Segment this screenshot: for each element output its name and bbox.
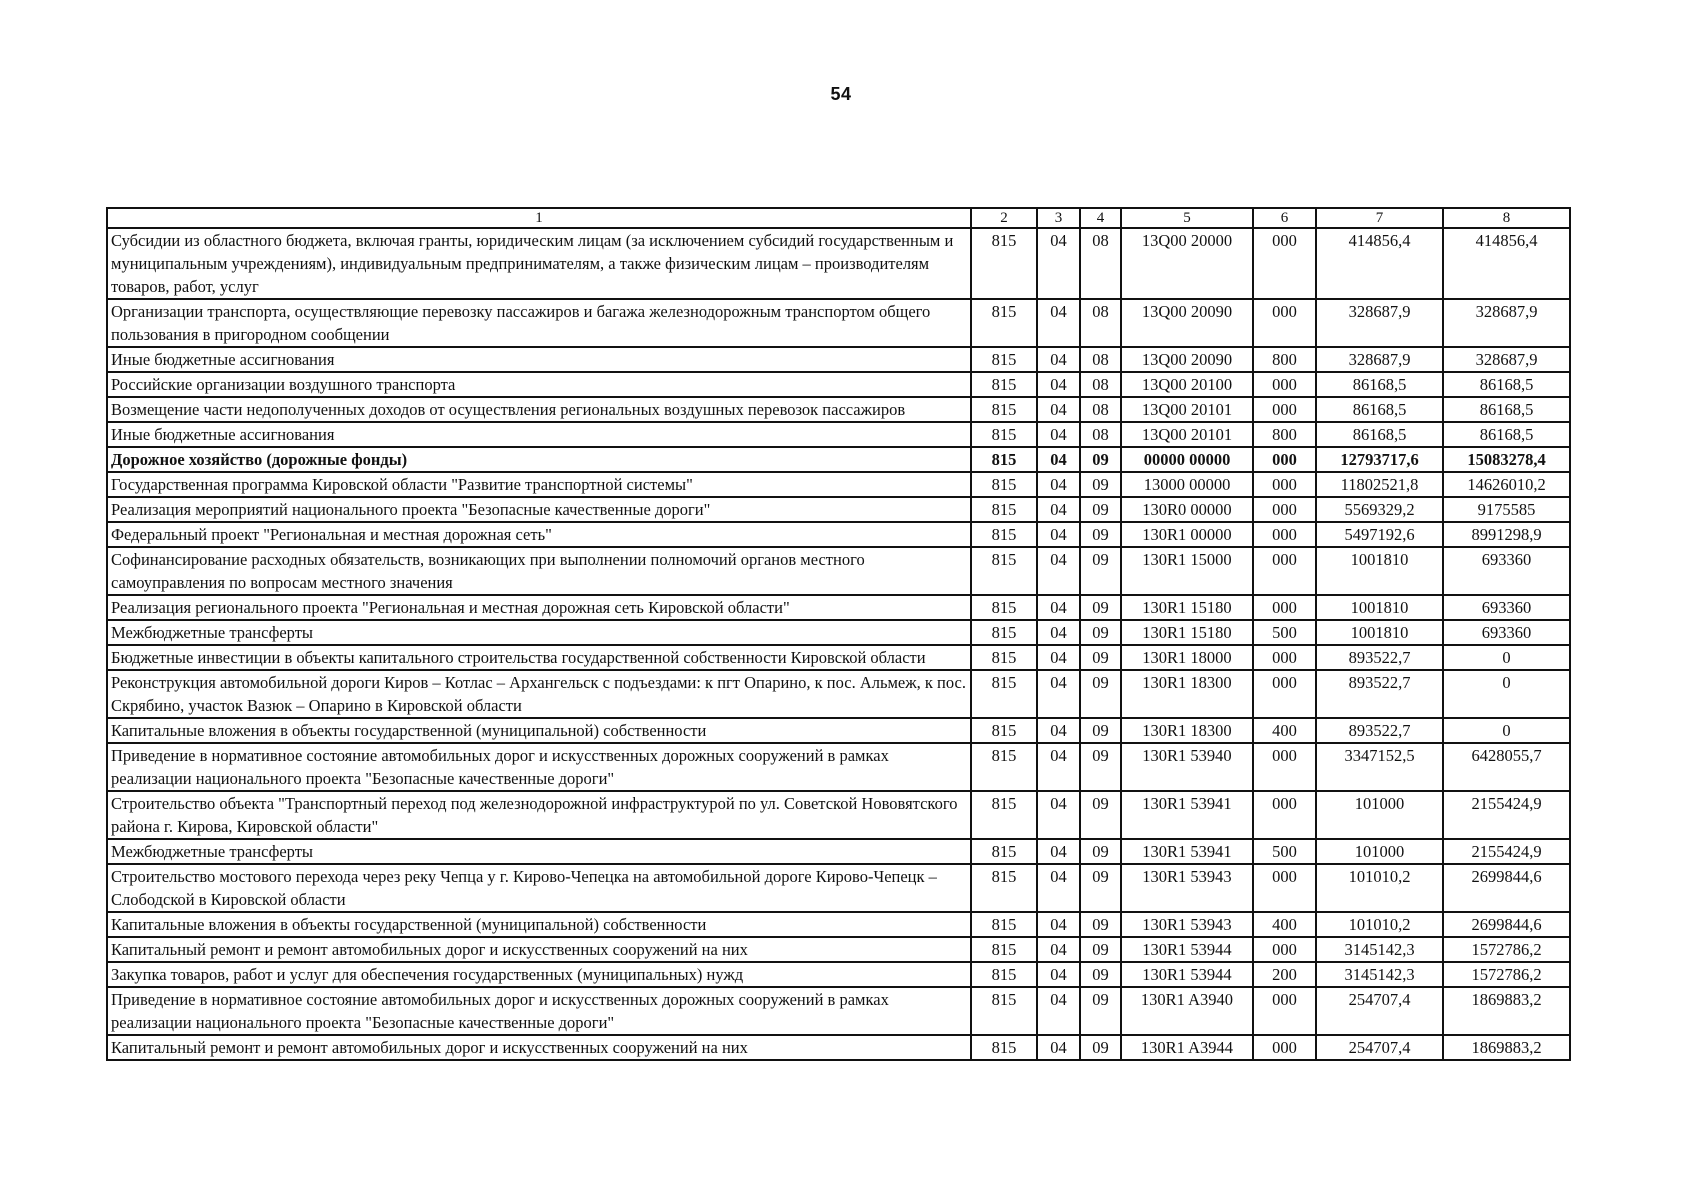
cell-admin-code: 815 bbox=[971, 839, 1037, 864]
cell-admin-code: 815 bbox=[971, 522, 1037, 547]
cell-target-article: 13Q00 20090 bbox=[1121, 347, 1253, 372]
table-row bbox=[107, 987, 1570, 1035]
cell-amount-year-2: 693360 bbox=[1443, 595, 1570, 620]
cell-expense-type: 000 bbox=[1253, 372, 1316, 397]
cell-target-article: 13Q00 20101 bbox=[1121, 397, 1253, 422]
cell-target-article: 13Q00 20101 bbox=[1121, 422, 1253, 447]
cell-amount-year-2: 0 bbox=[1443, 645, 1570, 670]
cell-description: Иные бюджетные ассигнования bbox=[107, 422, 971, 447]
cell-amount-year-2: 6428055,7 bbox=[1443, 743, 1570, 791]
cell-admin-code: 815 bbox=[971, 962, 1037, 987]
cell-amount-year-1: 101010,2 bbox=[1316, 912, 1443, 937]
cell-admin-code: 815 bbox=[971, 791, 1037, 839]
table-row bbox=[107, 228, 1570, 299]
cell-subsection: 09 bbox=[1080, 595, 1121, 620]
cell-amount-year-2: 693360 bbox=[1443, 547, 1570, 595]
cell-amount-year-1: 3145142,3 bbox=[1316, 937, 1443, 962]
cell-subsection: 09 bbox=[1080, 472, 1121, 497]
cell-target-article: 130R1 A3944 bbox=[1121, 1035, 1253, 1060]
cell-description: Организации транспорта, осуществляющие перевозку пассажиров и багажа железнодорожным транспортом общего пользования в пригородном сообщении bbox=[107, 299, 971, 347]
table-row bbox=[107, 447, 1570, 472]
table-row bbox=[107, 864, 1570, 912]
cell-amount-year-2: 1572786,2 bbox=[1443, 937, 1570, 962]
cell-amount-year-2: 2155424,9 bbox=[1443, 791, 1570, 839]
table-row bbox=[107, 595, 1570, 620]
cell-amount-year-1: 893522,7 bbox=[1316, 718, 1443, 743]
cell-subsection: 09 bbox=[1080, 937, 1121, 962]
cell-expense-type: 000 bbox=[1253, 864, 1316, 912]
cell-amount-year-2: 15083278,4 bbox=[1443, 447, 1570, 472]
cell-target-article: 130R1 15180 bbox=[1121, 620, 1253, 645]
cell-amount-year-2: 2699844,6 bbox=[1443, 864, 1570, 912]
cell-subsection: 09 bbox=[1080, 839, 1121, 864]
cell-expense-type: 200 bbox=[1253, 962, 1316, 987]
cell-expense-type: 000 bbox=[1253, 522, 1316, 547]
table-row bbox=[107, 547, 1570, 595]
cell-expense-type: 000 bbox=[1253, 447, 1316, 472]
cell-expense-type: 000 bbox=[1253, 472, 1316, 497]
table-row bbox=[107, 670, 1570, 718]
cell-amount-year-1: 101000 bbox=[1316, 791, 1443, 839]
cell-subsection: 09 bbox=[1080, 645, 1121, 670]
column-header: 7 bbox=[1316, 208, 1443, 228]
cell-subsection: 09 bbox=[1080, 791, 1121, 839]
cell-section: 04 bbox=[1037, 987, 1080, 1035]
cell-subsection: 09 bbox=[1080, 864, 1121, 912]
cell-amount-year-2: 14626010,2 bbox=[1443, 472, 1570, 497]
cell-amount-year-1: 101000 bbox=[1316, 839, 1443, 864]
cell-target-article: 130R1 53941 bbox=[1121, 791, 1253, 839]
cell-subsection: 09 bbox=[1080, 670, 1121, 718]
table-body bbox=[107, 228, 1570, 1060]
cell-amount-year-1: 328687,9 bbox=[1316, 299, 1443, 347]
cell-description: Приведение в нормативное состояние автомобильных дорог и искусственных дорожных сооружений в рамках реализации национального проекта "Безопасные качественные дороги" bbox=[107, 743, 971, 791]
cell-section: 04 bbox=[1037, 228, 1080, 299]
cell-amount-year-2: 1572786,2 bbox=[1443, 962, 1570, 987]
cell-amount-year-1: 101010,2 bbox=[1316, 864, 1443, 912]
cell-section: 04 bbox=[1037, 791, 1080, 839]
cell-section: 04 bbox=[1037, 912, 1080, 937]
cell-section: 04 bbox=[1037, 937, 1080, 962]
cell-expense-type: 000 bbox=[1253, 547, 1316, 595]
cell-subsection: 09 bbox=[1080, 1035, 1121, 1060]
cell-target-article: 13Q00 20100 bbox=[1121, 372, 1253, 397]
cell-subsection: 09 bbox=[1080, 718, 1121, 743]
cell-description: Капитальные вложения в объекты государственной (муниципальной) собственности bbox=[107, 912, 971, 937]
table-row bbox=[107, 347, 1570, 372]
cell-admin-code: 815 bbox=[971, 347, 1037, 372]
cell-amount-year-2: 86168,5 bbox=[1443, 422, 1570, 447]
cell-subsection: 08 bbox=[1080, 228, 1121, 299]
cell-amount-year-1: 3347152,5 bbox=[1316, 743, 1443, 791]
cell-subsection: 09 bbox=[1080, 620, 1121, 645]
cell-description: Государственная программа Кировской области "Развитие транспортной системы" bbox=[107, 472, 971, 497]
cell-expense-type: 800 bbox=[1253, 347, 1316, 372]
cell-expense-type: 000 bbox=[1253, 299, 1316, 347]
cell-amount-year-1: 328687,9 bbox=[1316, 347, 1443, 372]
cell-target-article: 130R1 18300 bbox=[1121, 670, 1253, 718]
cell-admin-code: 815 bbox=[971, 472, 1037, 497]
cell-description: Дорожное хозяйство (дорожные фонды) bbox=[107, 447, 971, 472]
cell-amount-year-2: 8991298,9 bbox=[1443, 522, 1570, 547]
cell-admin-code: 815 bbox=[971, 397, 1037, 422]
cell-amount-year-1: 254707,4 bbox=[1316, 1035, 1443, 1060]
cell-amount-year-1: 893522,7 bbox=[1316, 645, 1443, 670]
column-header: 1 bbox=[107, 208, 971, 228]
table-row bbox=[107, 937, 1570, 962]
budget-table bbox=[106, 207, 1571, 1061]
cell-amount-year-1: 86168,5 bbox=[1316, 422, 1443, 447]
cell-subsection: 09 bbox=[1080, 743, 1121, 791]
cell-amount-year-1: 1001810 bbox=[1316, 595, 1443, 620]
cell-amount-year-2: 86168,5 bbox=[1443, 372, 1570, 397]
cell-section: 04 bbox=[1037, 1035, 1080, 1060]
table-row bbox=[107, 743, 1570, 791]
cell-subsection: 09 bbox=[1080, 987, 1121, 1035]
cell-target-article: 13Q00 20000 bbox=[1121, 228, 1253, 299]
cell-amount-year-2: 1869883,2 bbox=[1443, 987, 1570, 1035]
cell-amount-year-2: 2699844,6 bbox=[1443, 912, 1570, 937]
table-row bbox=[107, 718, 1570, 743]
cell-amount-year-2: 414856,4 bbox=[1443, 228, 1570, 299]
cell-target-article: 130R1 A3940 bbox=[1121, 987, 1253, 1035]
table-row bbox=[107, 1035, 1570, 1060]
cell-expense-type: 000 bbox=[1253, 1035, 1316, 1060]
table-row bbox=[107, 791, 1570, 839]
table-row bbox=[107, 422, 1570, 447]
cell-admin-code: 815 bbox=[971, 937, 1037, 962]
cell-description: Реконструкция автомобильной дороги Киров – Котлас – Архангельск с подъездами: к пгт Опарино, к пос. Альмеж, к пос. Скрябино, участок Вазюк – Опарино в Кировской области bbox=[107, 670, 971, 718]
cell-amount-year-2: 328687,9 bbox=[1443, 347, 1570, 372]
cell-amount-year-2: 328687,9 bbox=[1443, 299, 1570, 347]
cell-target-article: 130R1 53943 bbox=[1121, 864, 1253, 912]
cell-expense-type: 000 bbox=[1253, 937, 1316, 962]
cell-admin-code: 815 bbox=[971, 645, 1037, 670]
cell-target-article: 130R1 15180 bbox=[1121, 595, 1253, 620]
cell-target-article: 130R1 18300 bbox=[1121, 718, 1253, 743]
table-row bbox=[107, 912, 1570, 937]
column-header: 5 bbox=[1121, 208, 1253, 228]
cell-subsection: 09 bbox=[1080, 522, 1121, 547]
cell-admin-code: 815 bbox=[971, 620, 1037, 645]
cell-section: 04 bbox=[1037, 497, 1080, 522]
cell-target-article: 130R1 00000 bbox=[1121, 522, 1253, 547]
cell-expense-type: 000 bbox=[1253, 987, 1316, 1035]
table-row bbox=[107, 620, 1570, 645]
cell-description: Строительство объекта "Транспортный переход под железнодорожной инфраструктурой по ул. Советской Нововятского района г. Кирова, Кировской области" bbox=[107, 791, 971, 839]
cell-subsection: 09 bbox=[1080, 962, 1121, 987]
table-row bbox=[107, 497, 1570, 522]
cell-target-article: 130R1 18000 bbox=[1121, 645, 1253, 670]
cell-description: Капитальный ремонт и ремонт автомобильных дорог и искусственных сооружений на них bbox=[107, 937, 971, 962]
cell-amount-year-2: 0 bbox=[1443, 670, 1570, 718]
cell-amount-year-2: 0 bbox=[1443, 718, 1570, 743]
cell-section: 04 bbox=[1037, 743, 1080, 791]
cell-expense-type: 000 bbox=[1253, 791, 1316, 839]
cell-target-article: 130R1 53943 bbox=[1121, 912, 1253, 937]
cell-amount-year-1: 86168,5 bbox=[1316, 372, 1443, 397]
cell-section: 04 bbox=[1037, 347, 1080, 372]
cell-admin-code: 815 bbox=[971, 447, 1037, 472]
cell-description: Реализация регионального проекта "Региональная и местная дорожная сеть Кировской области" bbox=[107, 595, 971, 620]
cell-expense-type: 000 bbox=[1253, 228, 1316, 299]
cell-amount-year-1: 12793717,6 bbox=[1316, 447, 1443, 472]
cell-description: Российские организации воздушного транспорта bbox=[107, 372, 971, 397]
cell-admin-code: 815 bbox=[971, 547, 1037, 595]
table-header-row bbox=[107, 208, 1570, 228]
cell-description: Приведение в нормативное состояние автомобильных дорог и искусственных дорожных сооружений в рамках реализации национального проекта "Безопасные качественные дороги" bbox=[107, 987, 971, 1035]
cell-target-article: 130R1 53944 bbox=[1121, 962, 1253, 987]
cell-expense-type: 000 bbox=[1253, 595, 1316, 620]
cell-amount-year-1: 254707,4 bbox=[1316, 987, 1443, 1035]
cell-expense-type: 400 bbox=[1253, 912, 1316, 937]
cell-section: 04 bbox=[1037, 595, 1080, 620]
cell-description: Возмещение части недополученных доходов от осуществления региональных воздушных перевозок пассажиров bbox=[107, 397, 971, 422]
cell-subsection: 08 bbox=[1080, 372, 1121, 397]
cell-amount-year-2: 2155424,9 bbox=[1443, 839, 1570, 864]
cell-amount-year-1: 1001810 bbox=[1316, 620, 1443, 645]
page-number: 54 bbox=[830, 84, 852, 104]
cell-target-article: 130R1 53944 bbox=[1121, 937, 1253, 962]
cell-admin-code: 815 bbox=[971, 912, 1037, 937]
cell-target-article: 130R1 15000 bbox=[1121, 547, 1253, 595]
cell-section: 04 bbox=[1037, 472, 1080, 497]
cell-admin-code: 815 bbox=[971, 497, 1037, 522]
cell-amount-year-1: 1001810 bbox=[1316, 547, 1443, 595]
cell-amount-year-2: 693360 bbox=[1443, 620, 1570, 645]
cell-admin-code: 815 bbox=[971, 987, 1037, 1035]
cell-section: 04 bbox=[1037, 620, 1080, 645]
table-row bbox=[107, 839, 1570, 864]
cell-target-article: 13000 00000 bbox=[1121, 472, 1253, 497]
cell-expense-type: 000 bbox=[1253, 645, 1316, 670]
cell-admin-code: 815 bbox=[971, 864, 1037, 912]
cell-admin-code: 815 bbox=[971, 372, 1037, 397]
cell-amount-year-2: 9175585 bbox=[1443, 497, 1570, 522]
cell-admin-code: 815 bbox=[971, 228, 1037, 299]
cell-subsection: 09 bbox=[1080, 447, 1121, 472]
cell-section: 04 bbox=[1037, 839, 1080, 864]
cell-admin-code: 815 bbox=[971, 422, 1037, 447]
column-header: 6 bbox=[1253, 208, 1316, 228]
cell-description: Закупка товаров, работ и услуг для обеспечения государственных (муниципальных) нужд bbox=[107, 962, 971, 987]
cell-expense-type: 000 bbox=[1253, 743, 1316, 791]
cell-target-article: 130R0 00000 bbox=[1121, 497, 1253, 522]
cell-admin-code: 815 bbox=[971, 1035, 1037, 1060]
cell-subsection: 08 bbox=[1080, 422, 1121, 447]
cell-target-article: 130R1 53940 bbox=[1121, 743, 1253, 791]
column-header: 4 bbox=[1080, 208, 1121, 228]
cell-amount-year-2: 1869883,2 bbox=[1443, 1035, 1570, 1060]
cell-expense-type: 400 bbox=[1253, 718, 1316, 743]
cell-subsection: 08 bbox=[1080, 299, 1121, 347]
cell-expense-type: 500 bbox=[1253, 839, 1316, 864]
cell-section: 04 bbox=[1037, 372, 1080, 397]
cell-amount-year-1: 893522,7 bbox=[1316, 670, 1443, 718]
cell-admin-code: 815 bbox=[971, 670, 1037, 718]
column-header: 8 bbox=[1443, 208, 1570, 228]
column-header: 3 bbox=[1037, 208, 1080, 228]
cell-target-article: 00000 00000 bbox=[1121, 447, 1253, 472]
cell-admin-code: 815 bbox=[971, 595, 1037, 620]
cell-amount-year-1: 414856,4 bbox=[1316, 228, 1443, 299]
cell-section: 04 bbox=[1037, 447, 1080, 472]
table-row bbox=[107, 962, 1570, 987]
cell-description: Реализация мероприятий национального проекта "Безопасные качественные дороги" bbox=[107, 497, 971, 522]
table-row bbox=[107, 397, 1570, 422]
table-row bbox=[107, 645, 1570, 670]
cell-expense-type: 000 bbox=[1253, 397, 1316, 422]
cell-description: Софинансирование расходных обязательств, возникающих при выполнении полномочий органов местного самоуправления по вопросам местного значения bbox=[107, 547, 971, 595]
cell-subsection: 09 bbox=[1080, 547, 1121, 595]
cell-subsection: 09 bbox=[1080, 912, 1121, 937]
cell-target-article: 13Q00 20090 bbox=[1121, 299, 1253, 347]
cell-subsection: 09 bbox=[1080, 497, 1121, 522]
cell-section: 04 bbox=[1037, 299, 1080, 347]
cell-section: 04 bbox=[1037, 670, 1080, 718]
cell-section: 04 bbox=[1037, 422, 1080, 447]
cell-amount-year-1: 5569329,2 bbox=[1316, 497, 1443, 522]
cell-admin-code: 815 bbox=[971, 718, 1037, 743]
cell-amount-year-2: 86168,5 bbox=[1443, 397, 1570, 422]
cell-target-article: 130R1 53941 bbox=[1121, 839, 1253, 864]
table-row bbox=[107, 522, 1570, 547]
cell-description: Строительство мостового перехода через реку Чепца у г. Кирово-Чепецка на автомобильной дороге Кирово-Чепецк – Слободской в Кировской области bbox=[107, 864, 971, 912]
cell-section: 04 bbox=[1037, 864, 1080, 912]
cell-description: Бюджетные инвестиции в объекты капитального строительства государственной собственности Кировской области bbox=[107, 645, 971, 670]
cell-description: Капитальные вложения в объекты государственной (муниципальной) собственности bbox=[107, 718, 971, 743]
column-header: 2 bbox=[971, 208, 1037, 228]
table-row bbox=[107, 372, 1570, 397]
cell-section: 04 bbox=[1037, 718, 1080, 743]
cell-description: Капитальный ремонт и ремонт автомобильных дорог и искусственных сооружений на них bbox=[107, 1035, 971, 1060]
cell-section: 04 bbox=[1037, 522, 1080, 547]
cell-description: Межбюджетные трансферты bbox=[107, 620, 971, 645]
cell-section: 04 bbox=[1037, 645, 1080, 670]
cell-description: Федеральный проект "Региональная и местная дорожная сеть" bbox=[107, 522, 971, 547]
cell-description: Субсидии из областного бюджета, включая гранты, юридическим лицам (за исключением субсидий государственным и муниципальным учреждениям), индивидуальным предпринимателям, а также физическим лицам – производителям товаров, работ, услуг bbox=[107, 228, 971, 299]
cell-subsection: 08 bbox=[1080, 397, 1121, 422]
table-row bbox=[107, 472, 1570, 497]
cell-amount-year-1: 5497192,6 bbox=[1316, 522, 1443, 547]
cell-description: Иные бюджетные ассигнования bbox=[107, 347, 971, 372]
cell-amount-year-1: 3145142,3 bbox=[1316, 962, 1443, 987]
cell-section: 04 bbox=[1037, 962, 1080, 987]
cell-expense-type: 000 bbox=[1253, 670, 1316, 718]
table-row bbox=[107, 299, 1570, 347]
cell-admin-code: 815 bbox=[971, 743, 1037, 791]
cell-amount-year-1: 86168,5 bbox=[1316, 397, 1443, 422]
cell-description: Межбюджетные трансферты bbox=[107, 839, 971, 864]
cell-section: 04 bbox=[1037, 547, 1080, 595]
cell-subsection: 08 bbox=[1080, 347, 1121, 372]
cell-amount-year-1: 11802521,8 bbox=[1316, 472, 1443, 497]
cell-expense-type: 800 bbox=[1253, 422, 1316, 447]
cell-expense-type: 500 bbox=[1253, 620, 1316, 645]
cell-expense-type: 000 bbox=[1253, 497, 1316, 522]
cell-admin-code: 815 bbox=[971, 299, 1037, 347]
cell-section: 04 bbox=[1037, 397, 1080, 422]
